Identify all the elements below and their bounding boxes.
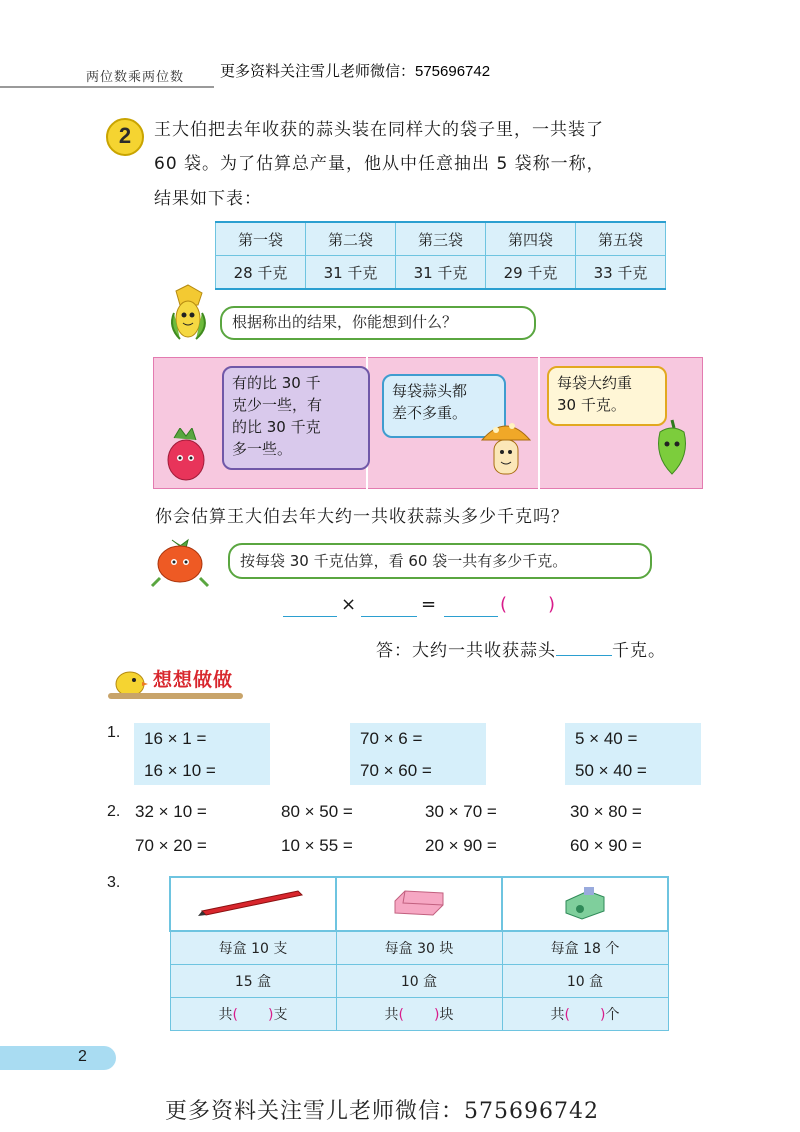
calc-item: 30 × 70 = bbox=[425, 802, 497, 821]
paren-open: ( bbox=[564, 1007, 570, 1023]
blank-factor-2[interactable] bbox=[361, 616, 417, 617]
weight-table-value-row bbox=[216, 256, 666, 290]
corn-character-icon bbox=[158, 283, 218, 345]
calc-item: 20 × 90 = bbox=[425, 836, 497, 855]
think-do-title: 想想做做 bbox=[153, 669, 234, 691]
calc-item: 80 × 50 = bbox=[281, 802, 353, 821]
bubble-line: 克少一些，有 bbox=[232, 396, 323, 414]
weight-value-cell: 29 千克 bbox=[486, 256, 576, 290]
weight-value-cell: 31 千克 bbox=[306, 256, 396, 290]
page-number-tab bbox=[0, 1046, 116, 1070]
calc-item: 32 × 10 = bbox=[135, 802, 207, 821]
paren-close: ) bbox=[600, 1007, 606, 1023]
unit: 个 bbox=[605, 1007, 620, 1023]
header-watermark: 更多资料关注雪儿老师微信：575696742 bbox=[220, 63, 491, 80]
sharpener-icon bbox=[560, 883, 610, 921]
blank-factor-1[interactable] bbox=[283, 616, 337, 617]
bubble-line: 30 千克。 bbox=[557, 396, 626, 414]
problem-line-1: 王大伯把去年收获的蒜头装在同样大的袋子里，一共装了 bbox=[154, 120, 604, 140]
header-rule bbox=[0, 86, 214, 88]
mushroom-character-icon bbox=[478, 416, 534, 480]
paren-close: ) bbox=[268, 1007, 274, 1023]
boxes-cell: 15 盒 bbox=[170, 965, 336, 998]
paren-close: ) bbox=[434, 1007, 440, 1023]
problem-line-2: 60 袋。为了估算总产量，他从中任意抽出 5 袋称一称， bbox=[154, 154, 605, 174]
per-box-cell: 每盒 30 块 bbox=[336, 931, 502, 965]
bubble-line: 每袋蒜头都 bbox=[392, 382, 468, 400]
paren-open: ( bbox=[398, 1007, 404, 1023]
weight-value-cell: 31 千克 bbox=[396, 256, 486, 290]
per-box-cell: 每盒 10 支 bbox=[170, 931, 336, 965]
answer-blank[interactable] bbox=[556, 641, 612, 656]
unit-paren-open: ( bbox=[500, 594, 508, 615]
calc-group-1 bbox=[134, 723, 270, 785]
unit-paren-close: ) bbox=[548, 594, 556, 615]
goods-table bbox=[169, 876, 669, 1031]
calc-group-3 bbox=[565, 723, 701, 785]
answer-line bbox=[376, 636, 666, 661]
exercise-2-label: 2. bbox=[107, 803, 121, 820]
pepper-character-icon bbox=[650, 416, 694, 478]
weight-header-cell: 第一袋 bbox=[216, 222, 306, 256]
panel-divider bbox=[538, 357, 540, 489]
radish-character-icon bbox=[160, 428, 212, 484]
goods-image-row bbox=[170, 877, 668, 931]
weight-value-cell: 33 千克 bbox=[576, 256, 666, 290]
calc-item: 16 × 1 = bbox=[144, 729, 207, 748]
question-bubble: 根据称出的结果，你能想到什么？ bbox=[220, 306, 536, 340]
calc-item: 70 × 6 = bbox=[360, 729, 423, 748]
tip-bubble: 按每袋 30 千克估算，看 60 袋一共有多少千克。 bbox=[228, 543, 652, 579]
footer-watermark: 更多资料关注雪儿老师微信：575696742 bbox=[165, 1099, 599, 1124]
goods-image-cell bbox=[336, 877, 502, 931]
unit: 块 bbox=[439, 1007, 454, 1023]
times-sign: × bbox=[341, 594, 357, 615]
section-title: 两位数乘两位数 bbox=[86, 70, 185, 85]
boxes-row bbox=[170, 965, 668, 998]
calc-item: 5 × 40 = bbox=[575, 729, 638, 748]
problem-number-badge: 2 bbox=[106, 118, 144, 156]
weight-table bbox=[215, 221, 666, 290]
pencil-icon bbox=[198, 887, 308, 917]
calc-group-2 bbox=[350, 723, 486, 785]
exercise-1-label: 1. bbox=[107, 724, 121, 741]
weight-value-cell: 28 千克 bbox=[216, 256, 306, 290]
bubble-line: 的比 30 千克 bbox=[232, 418, 321, 436]
total-cell[interactable] bbox=[336, 998, 502, 1031]
total-cell[interactable] bbox=[502, 998, 668, 1031]
weight-table-header-row bbox=[216, 222, 666, 256]
bubble-line: 每袋大约重 bbox=[557, 374, 633, 392]
total-row bbox=[170, 998, 668, 1031]
bubble-line: 多一些。 bbox=[232, 440, 293, 458]
blank-product[interactable] bbox=[444, 616, 498, 617]
weight-header-cell: 第三袋 bbox=[396, 222, 486, 256]
problem-line-3: 结果如下表： bbox=[154, 189, 262, 209]
calc-item: 10 × 55 = bbox=[281, 836, 353, 855]
calc-item: 30 × 80 = bbox=[570, 802, 642, 821]
calc-item: 70 × 60 = bbox=[360, 761, 432, 780]
tomato-character-icon bbox=[146, 534, 216, 590]
opinion-bubble-3 bbox=[547, 366, 667, 426]
weight-header-cell: 第五袋 bbox=[576, 222, 666, 256]
equals-sign: = bbox=[421, 594, 437, 615]
answer-prefix: 答：大约一共收获蒜头 bbox=[376, 641, 556, 661]
exercise-3-label: 3. bbox=[107, 874, 121, 891]
calc-item: 50 × 40 = bbox=[575, 761, 647, 780]
bubble-line: 有的比 30 千 bbox=[232, 374, 321, 392]
total-cell[interactable] bbox=[170, 998, 336, 1031]
page-number: 2 bbox=[78, 1048, 87, 1065]
total-prefix: 共 bbox=[218, 1007, 233, 1023]
paren-open: ( bbox=[232, 1007, 238, 1023]
opinion-bubble-1 bbox=[222, 366, 370, 470]
answer-suffix: 千克。 bbox=[612, 641, 666, 661]
unit: 支 bbox=[273, 1007, 288, 1023]
eraser-icon bbox=[389, 885, 449, 919]
weight-header-cell: 第四袋 bbox=[486, 222, 576, 256]
bubble-line: 差不多重。 bbox=[392, 404, 468, 422]
estimate-question: 你会估算王大伯去年大约一共收获蒜头多少千克吗？ bbox=[155, 507, 569, 527]
boxes-cell: 10 盒 bbox=[336, 965, 502, 998]
title-bar bbox=[108, 693, 243, 699]
boxes-cell: 10 盒 bbox=[502, 965, 668, 998]
per-box-row bbox=[170, 931, 668, 965]
weight-header-cell: 第二袋 bbox=[306, 222, 396, 256]
goods-image-cell bbox=[502, 877, 668, 931]
total-prefix: 共 bbox=[550, 1007, 565, 1023]
calc-item: 16 × 10 = bbox=[144, 761, 216, 780]
calc-item: 70 × 20 = bbox=[135, 836, 207, 855]
total-prefix: 共 bbox=[384, 1007, 399, 1023]
goods-image-cell bbox=[170, 877, 336, 931]
calc-item: 60 × 90 = bbox=[570, 836, 642, 855]
per-box-cell: 每盒 18 个 bbox=[502, 931, 668, 965]
